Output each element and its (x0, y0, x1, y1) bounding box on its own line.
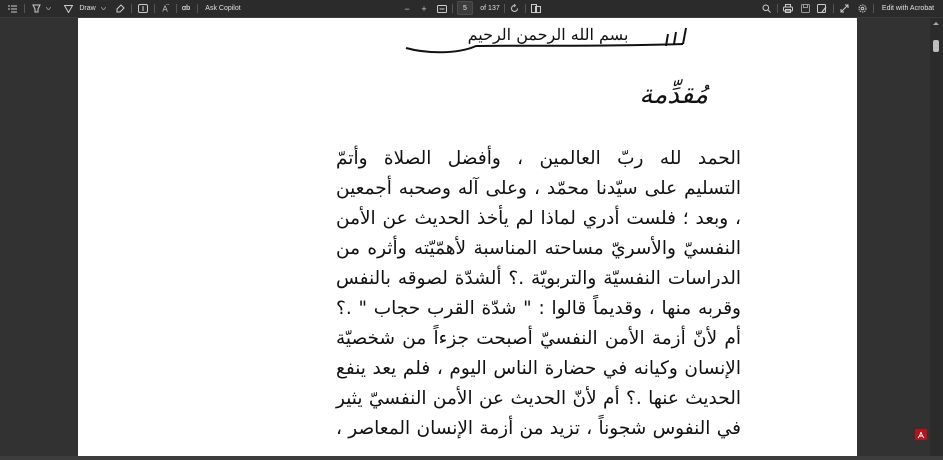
text-icon (138, 4, 148, 13)
highlight-button[interactable] (30, 0, 42, 17)
erase-button[interactable] (114, 0, 126, 17)
settings-icon (858, 4, 867, 13)
total-pages (478, 0, 502, 17)
total-pages-label: of 137 (480, 5, 500, 12)
print-icon (783, 4, 793, 13)
rotate-icon (510, 4, 519, 13)
read-aloud-icon: A (162, 4, 168, 14)
scroll-up-arrow-icon[interactable] (933, 22, 939, 25)
ask-copilot-button[interactable] (203, 0, 243, 17)
draw-options-dropdown[interactable] (99, 0, 107, 17)
chevron-down-icon (46, 7, 51, 10)
scroll-thumb[interactable] (933, 40, 939, 52)
draw-label: Draw (79, 5, 96, 12)
page-number-input[interactable]: 5 (457, 1, 473, 15)
text-line: ، وبعد ؛ فلست أدري لماذا لم يأخذ الحديث عن الأمن (336, 208, 741, 229)
save-button[interactable] (799, 0, 811, 17)
fullscreen-button[interactable] (838, 0, 850, 17)
highlight-icon (32, 4, 41, 13)
text-line: الحديث عنها .؟ أم لأنّ الحديث عن الأمن النفسيّ يثير (336, 388, 741, 409)
draw-button[interactable] (61, 0, 99, 17)
toolbar (0, 0, 943, 18)
translate-icon: ꭤb (181, 5, 191, 12)
translate-button[interactable] (180, 0, 192, 17)
contents-button[interactable] (6, 0, 18, 17)
contents-icon (8, 5, 17, 13)
text-button[interactable] (137, 0, 149, 17)
save-as-button[interactable] (816, 0, 828, 17)
text-line: وقربه منها ، وقديماً قالوا : " شدّة القرب حجاب " .؟ (336, 298, 741, 319)
text-line: الحمد لله ربّ العالمين ، وأفضل الصلاة وأتمّ (336, 148, 741, 169)
print-button[interactable] (782, 0, 794, 17)
page-heading: مُقدِّمة (639, 80, 708, 110)
page-view-icon (531, 4, 541, 13)
rotate-button[interactable] (508, 0, 520, 17)
read-aloud-button[interactable] (159, 0, 171, 17)
edit-with-acrobat-label: Edit with Acrobat (881, 5, 935, 12)
chevron-down-icon (101, 7, 106, 10)
save-as-icon (817, 4, 827, 13)
search-button[interactable] (760, 0, 772, 17)
basmala-calligraphy (398, 20, 698, 58)
text-line: الدراسات النفسيّة والتربويّة .؟ ألشدّة لصوقه بالنفس (336, 268, 741, 289)
fit-page-button[interactable] (436, 0, 448, 17)
settings-button[interactable] (856, 0, 868, 17)
zoom-in-button[interactable] (419, 0, 429, 17)
bottom-edge (0, 456, 943, 460)
fullscreen-icon (840, 4, 849, 13)
erase-icon (116, 4, 125, 13)
acrobat-button[interactable] (915, 429, 927, 440)
draw-icon (64, 5, 73, 13)
text-line: أم لأنّ أزمة الأمن النفسيّ أصبحت جزءاً من شخصيّة (336, 328, 741, 349)
acrobat-logo-icon (917, 431, 925, 439)
text-line: النفسيّ والأسريّ مساحته المناسبة لأهمّيّته وأثره من (336, 238, 741, 259)
ask-copilot-label: Ask Copilot (205, 5, 241, 12)
vertical-scrollbar[interactable] (930, 18, 943, 460)
text-line: الإنسان وكيانه في حضارة الناس اليوم ، فلم يعد ينفع (336, 358, 741, 379)
zoom-in-icon: + (421, 3, 427, 14)
save-icon (801, 4, 810, 13)
text-line: التسليم على سيّدنا محمّد ، وعلى آله وصحبه أجمعين (336, 178, 741, 199)
text-line: في النفوس شجوناً ، تزيد من أزمة الإنسان المعاصر ، (336, 418, 741, 439)
zoom-out-button[interactable] (402, 0, 412, 17)
svg-text:بسم الله الرحمن الرحيم: بسم الله الرحمن الرحيم (467, 25, 629, 44)
zoom-out-icon: − (404, 3, 410, 14)
pdf-page (78, 18, 857, 460)
fit-page-icon (437, 5, 447, 13)
page-view-button[interactable] (530, 0, 542, 17)
edit-with-acrobat-button[interactable] (878, 0, 938, 17)
search-icon (762, 4, 771, 13)
highlight-options-dropdown[interactable] (44, 0, 52, 17)
body-text (336, 144, 741, 444)
